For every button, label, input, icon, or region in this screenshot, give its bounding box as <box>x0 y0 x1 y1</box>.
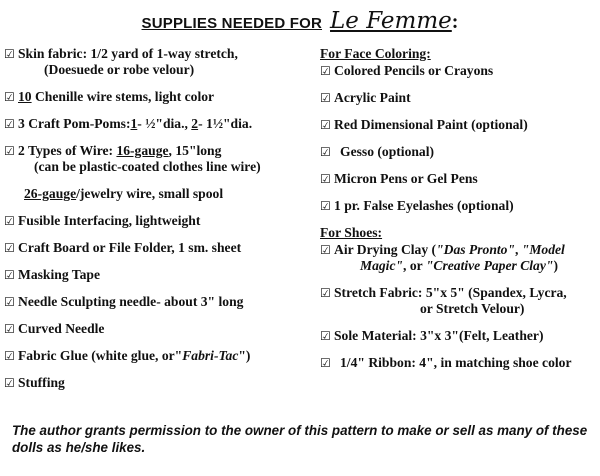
supply-chenille <box>4 89 312 105</box>
stuffing-text: Stuffing <box>18 375 65 390</box>
stretch-line1: Stretch Fabric: 5"x 5" (Spandex, Lycra, <box>334 285 567 300</box>
permission-note: The author grants permission to the owner of this pattern to make or sell as many of these dolls as he/she likes. <box>12 423 588 455</box>
checkbox-icon: ☑ <box>320 356 331 370</box>
checkbox-icon: ☑ <box>320 145 331 159</box>
pom-size-1: - ½"dia., <box>137 116 192 131</box>
clay-post: ) <box>553 258 558 273</box>
supply-clay <box>320 242 596 274</box>
wire-gauge: 16-gauge <box>116 143 169 158</box>
title-lead: SUPPLIES NEEDED FOR <box>141 15 323 32</box>
pom-pre: 3 Craft Pom-Poms: <box>18 116 131 131</box>
page-title <box>0 8 600 34</box>
supply-wire-26 <box>4 186 312 202</box>
supply-micron-pens <box>320 171 596 187</box>
checkbox-icon: ☑ <box>320 118 331 132</box>
wire2-gauge: 26-gauge <box>24 186 77 201</box>
lashes-text: 1 pr. False Eyelashes (optional) <box>334 198 514 213</box>
wire2-rest: /jewelry wire, small spool <box>76 186 224 201</box>
supply-pom-poms <box>4 116 312 132</box>
supply-colored-pencils <box>320 63 596 79</box>
chenille-count: 10 <box>18 89 32 104</box>
checkbox-icon: ☑ <box>320 329 331 343</box>
checkbox-icon: ☑ <box>4 144 15 158</box>
checkbox-icon: ☑ <box>320 199 331 213</box>
needle-text: Needle Sculpting needle- about 3" long <box>18 294 244 309</box>
checkbox-icon: ☑ <box>320 286 331 300</box>
fusible-text: Fusible Interfacing, lightweight <box>18 213 201 228</box>
tape-text: Masking Tape <box>18 267 100 282</box>
shoes-heading: For Shoes: <box>320 225 383 240</box>
red-text: Red Dimensional Paint (optional) <box>334 117 528 132</box>
checkbox-icon: ☑ <box>4 241 15 255</box>
checkbox-icon: ☑ <box>4 268 15 282</box>
checkbox-icon: ☑ <box>4 295 15 309</box>
curved-text: Curved Needle <box>18 321 105 336</box>
gesso-text: Gesso (optional) <box>340 144 435 159</box>
board-text: Craft Board or File Folder, 1 sm. sheet <box>18 240 242 255</box>
title-colon: : <box>451 11 459 33</box>
checkbox-icon: ☑ <box>4 214 15 228</box>
wire-pre: 2 Types of Wire: <box>18 143 117 158</box>
clay-brand-2a: "Model <box>521 242 565 257</box>
glue-post: ") <box>238 348 251 363</box>
skin-line1: Skin fabric: 1/2 yard of 1-way stretch, <box>18 46 238 61</box>
supply-stretch-fabric <box>320 285 596 317</box>
checkbox-icon: ☑ <box>4 349 15 363</box>
pom-count-2: 2 <box>191 116 199 131</box>
checkbox-icon: ☑ <box>320 91 331 105</box>
wire-rest: , 15"long <box>168 143 222 158</box>
sole-text: Sole Material: 3"x 3"(Felt, Leather) <box>334 328 544 343</box>
clay-brand-3: "Creative Paper Clay" <box>425 258 554 273</box>
supply-wire <box>4 143 312 175</box>
clay-sep-1: , <box>515 242 522 257</box>
supply-stuffing <box>4 375 312 391</box>
checkbox-icon: ☑ <box>4 47 15 61</box>
supply-needle <box>4 294 312 310</box>
skin-line2: (Doesuede or robe velour) <box>44 62 195 77</box>
checkbox-icon: ☑ <box>4 322 15 336</box>
chenille-text: Chenille wire stems, light color <box>31 89 215 104</box>
glue-brand: Fabri-Tac <box>182 348 239 363</box>
right-column <box>320 46 596 382</box>
supply-curved-needle <box>4 321 312 337</box>
clay-brand-2b: Magic" <box>360 258 404 273</box>
supply-craft-board <box>4 240 312 256</box>
acrylic-text: Acrylic Paint <box>334 90 411 105</box>
checkbox-icon: ☑ <box>320 243 331 257</box>
supply-skin-fabric <box>4 46 312 78</box>
supply-glue <box>4 348 312 364</box>
glue-pre: Fabric Glue (white glue, or" <box>18 348 183 363</box>
supply-ribbon <box>320 355 596 371</box>
pencils-text: Colored Pencils or Crayons <box>334 63 494 78</box>
ribbon-text: 1/4" Ribbon: 4", in matching shoe color <box>340 355 572 370</box>
supply-sole <box>320 328 596 344</box>
clay-brand-1: "Das Pronto" <box>436 242 515 257</box>
checkbox-icon: ☑ <box>320 172 331 186</box>
supply-eyelashes <box>320 198 596 214</box>
supply-gesso <box>320 144 596 160</box>
pom-size-2: - 1½"dia. <box>198 116 253 131</box>
wire-line2: (can be plastic-coated clothes line wire) <box>34 159 261 174</box>
supply-masking-tape <box>4 267 312 283</box>
micron-text: Micron Pens or Gel Pens <box>334 171 478 186</box>
checkbox-icon: ☑ <box>4 90 15 104</box>
supply-fusible <box>4 213 312 229</box>
clay-line2 <box>334 258 596 274</box>
checkbox-icon: ☑ <box>320 64 331 78</box>
checkbox-icon: ☑ <box>4 376 15 390</box>
clay-sep-2: , or <box>403 258 426 273</box>
supply-acrylic <box>320 90 596 106</box>
title-brand: Le Femme <box>330 8 452 34</box>
face-coloring-heading: For Face Coloring: <box>320 46 431 61</box>
left-column <box>4 46 312 402</box>
checkbox-icon: ☑ <box>4 117 15 131</box>
pom-count-1: 1 <box>130 116 138 131</box>
clay-pre: Air Drying Clay ( <box>334 242 437 257</box>
supply-red-paint <box>320 117 596 133</box>
stretch-line2: or Stretch Velour) <box>420 301 525 316</box>
